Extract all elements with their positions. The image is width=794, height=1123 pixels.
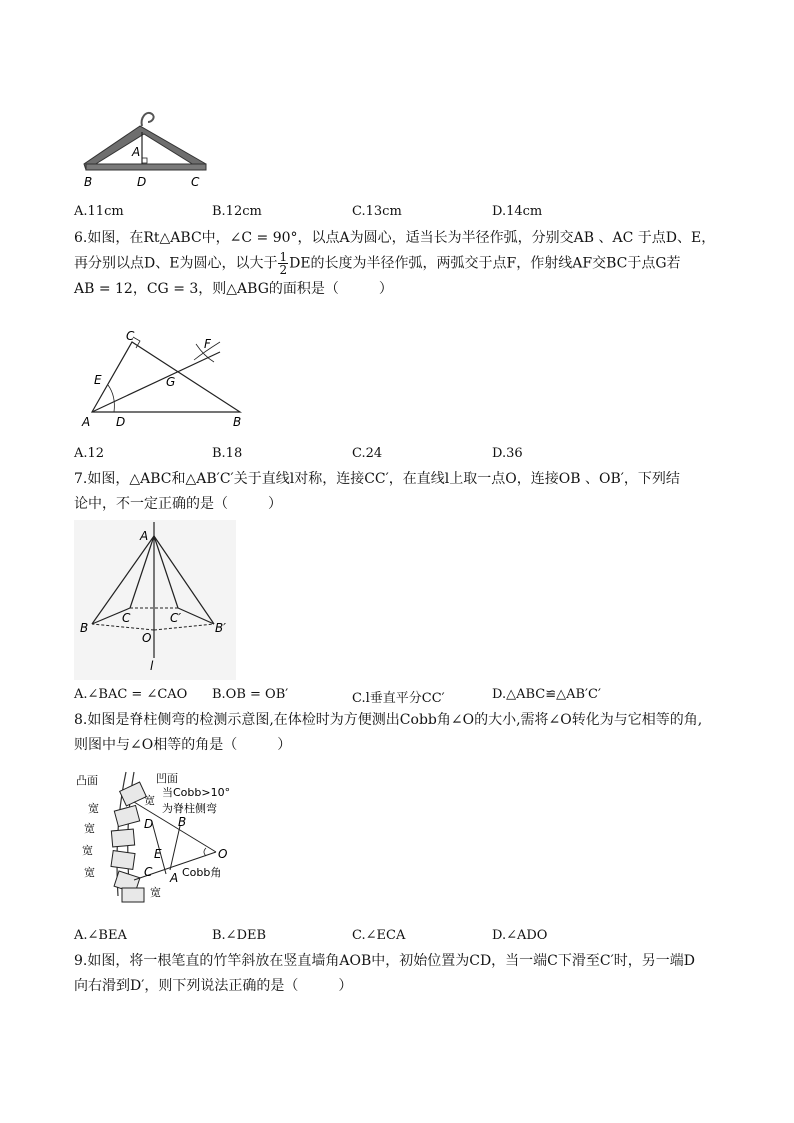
label-wide-6: 宽	[150, 886, 161, 899]
label-G: G	[166, 375, 176, 389]
option-b[interactable]: B.12cm	[212, 204, 262, 219]
q6-line-1: 6.如图，在Rt△ABC中，∠C = 90°，以点A为圆心，适当长为半径作弧，分别交AB 、AC 于点D、E，	[74, 230, 716, 246]
option-c[interactable]: C.l垂直平分CC′	[352, 691, 445, 706]
hanger-figure	[74, 104, 224, 194]
label-wide-2: 宽	[88, 802, 99, 815]
q6-line-2: 再分别以点D、E为圆心，以大于 $\frac{1}{2}$ DE的长度为半径作弧，两弧交于点F，作射线AF交BC于点G若	[74, 250, 681, 277]
q5-options	[74, 204, 734, 222]
label-D: D	[116, 415, 126, 429]
q8-line-1: 8.如图是脊柱侧弯的检测示意图,在体检时为方便测出Cobb角∠O的大小,需将∠O转化为与它相等的角,	[74, 712, 703, 728]
label-D: D	[137, 175, 147, 189]
segment-ba	[170, 826, 180, 870]
option-c[interactable]: C.24	[352, 446, 383, 461]
label-O: O	[142, 631, 152, 645]
ray-af	[92, 352, 220, 412]
label-C-prime: C′	[170, 611, 182, 625]
label-B-prime: B′	[215, 621, 226, 635]
label-wide-5: 宽	[84, 866, 95, 879]
label-O: O	[218, 847, 228, 861]
triangle-abc-figure	[80, 330, 255, 434]
vertebra-2	[114, 805, 139, 826]
label-C: C	[126, 330, 135, 343]
angle-o-arc	[204, 848, 206, 856]
label-A: A	[140, 529, 149, 543]
figure-background	[74, 520, 236, 680]
label-wide-3: 宽	[84, 822, 95, 835]
label-note-1: 当Cobb>10°	[162, 786, 231, 799]
option-b[interactable]: B.OB = OB′	[212, 687, 289, 702]
vertebra-6	[122, 888, 144, 902]
vertebra-3	[111, 829, 134, 847]
label-B: B	[80, 621, 89, 635]
label-F: F	[204, 337, 211, 351]
option-d[interactable]: D.36	[492, 446, 523, 461]
q9-line-2: 向右滑到D′，则下列说法正确的是（ ）	[74, 978, 353, 994]
q8-line-2: 则图中与∠O相等的角是（ ）	[74, 737, 292, 753]
symmetric-triangles-figure	[74, 520, 236, 680]
label-cobb: Cobb角	[182, 866, 222, 879]
option-b[interactable]: B.18	[212, 446, 243, 461]
question-9	[74, 949, 734, 999]
q7-line-1: 7.如图，△ABC和△AB′C′关于直线l对称，连接CC′，在直线l上取一点O，连接OB 、OB′，下列结	[74, 471, 680, 487]
label-convex: 凸面	[76, 774, 98, 787]
label-B: B	[84, 175, 93, 189]
label-wide-4: 宽	[82, 844, 93, 857]
hanger-hook	[142, 113, 154, 126]
label-B: B	[178, 815, 187, 829]
label-concave: 凹面	[156, 772, 178, 785]
label-C: C	[122, 611, 131, 625]
q6-line-3: AB = 12，CG = 3，则△ABG的面积是（ ）	[74, 280, 393, 297]
hanger-bar	[86, 164, 206, 170]
label-E: E	[154, 847, 162, 861]
right-angle-mark	[142, 158, 147, 163]
question-8	[74, 708, 734, 758]
label-B: B	[233, 415, 242, 429]
arc-de	[108, 385, 114, 412]
option-a[interactable]: A.12	[74, 446, 105, 461]
option-c[interactable]: C.∠ECA	[352, 928, 406, 943]
label-l: l	[150, 659, 154, 673]
label-D: D	[144, 817, 154, 831]
label-wide-1: 宽	[144, 794, 155, 807]
label-A: A	[132, 145, 141, 159]
q7-line-2: 论中，不一定正确的是（ ）	[74, 496, 282, 512]
label-note-2: 为脊柱侧弯	[162, 802, 217, 815]
option-c[interactable]: C.13cm	[352, 204, 402, 219]
option-a[interactable]: A.∠BAC = ∠CAO	[74, 687, 188, 702]
label-C: C	[144, 865, 153, 879]
spine-cobb-figure	[74, 768, 244, 908]
option-a[interactable]: A.∠BEA	[74, 928, 127, 943]
option-a[interactable]: A.11cm	[74, 204, 124, 219]
option-d[interactable]: D.∠ADO	[492, 928, 548, 943]
q6-options	[74, 446, 734, 464]
label-A: A	[170, 871, 179, 885]
question-7	[74, 467, 734, 517]
label-A: A	[82, 415, 91, 429]
fraction-one-half: $\frac{1}{2}$	[279, 250, 288, 277]
vertebra-4	[111, 851, 135, 870]
q9-line-1: 9.如图，将一根笔直的竹竿斜放在竖直墙角AOB中，初始位置为CD，当一端C下滑至C′时，另一端D	[74, 953, 695, 969]
q8-options	[74, 928, 734, 946]
label-E: E	[94, 373, 102, 387]
question-6	[74, 226, 734, 302]
option-b[interactable]: B.∠DEB	[212, 928, 267, 943]
label-C: C	[191, 175, 200, 189]
q7-options	[74, 687, 734, 705]
option-d[interactable]: D.14cm	[492, 204, 543, 219]
option-d[interactable]: D.△ABC≌△AB′C′	[492, 687, 601, 702]
